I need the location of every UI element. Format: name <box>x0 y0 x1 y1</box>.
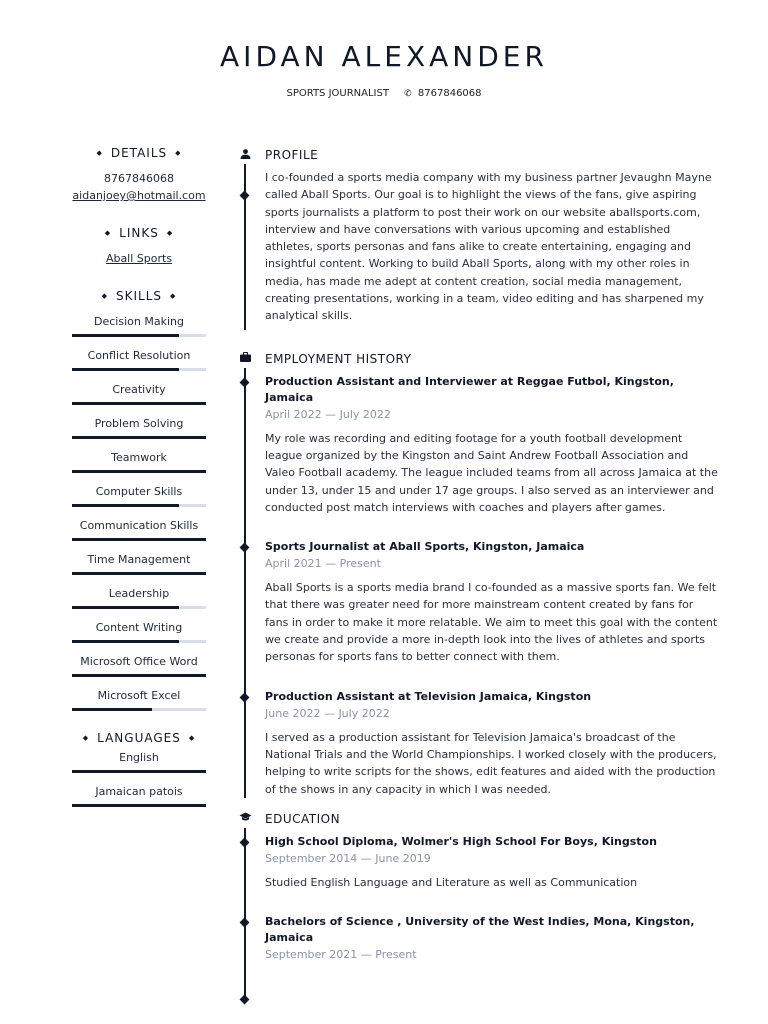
employment-entry-title: Production Assistant at Television Jamaica, Kingston <box>265 689 592 703</box>
diamond-icon: ◆ <box>101 292 108 300</box>
right-column <box>238 146 718 1000</box>
diamond-icon: ◆ <box>188 734 196 742</box>
skill-item <box>72 653 206 677</box>
skill-name: Content Writing <box>95 621 183 634</box>
diamond-icon: ◆ <box>170 292 177 300</box>
skill-level-bar <box>72 640 206 643</box>
candidate-name: AIDAN ALEXANDER <box>220 40 548 73</box>
skill-level-fill <box>72 572 206 575</box>
timeline-diamond-icon <box>240 692 250 702</box>
skill-name: Microsoft Office Word <box>80 655 198 668</box>
diamond-icon: ◆ <box>175 149 182 157</box>
skill-name: Conflict Resolution <box>87 349 191 362</box>
skill-name: Problem Solving <box>94 417 184 430</box>
diamond-icon: ◆ <box>96 149 103 157</box>
diamond-icon: ◆ <box>104 229 112 237</box>
education-entry-date: September 2021 — Present <box>265 948 417 962</box>
skill-item <box>72 347 206 371</box>
employment-entry <box>265 374 718 516</box>
skill-level-fill <box>72 334 179 337</box>
skill-level-fill <box>72 402 206 405</box>
timeline-diamond-icon <box>240 837 250 847</box>
skill-name: Microsoft Excel <box>97 689 181 702</box>
skill-level-fill <box>72 640 179 643</box>
skill-level-fill <box>72 436 206 439</box>
links-heading: ◆ LINKS ◆ <box>104 226 174 240</box>
skill-level-fill <box>72 674 206 677</box>
skill-item <box>72 517 206 541</box>
employment-entry-description: My role was recording and editing footage for a youth football development league organized by the Kingston and Saint Andrew Football Association and Valeo Football academy. The league included teams from all across Jamaica at the under 13, under 15 and under 17 age groups. I also served as an interviewer and conducted post match interviews with coaches and players after games. <box>265 431 718 514</box>
education-entry-title: Bachelors of Science , University of the West Indies, Mona, Kingston, Jamaica <box>265 915 695 945</box>
skill-item <box>72 313 206 337</box>
employment-section-header <box>238 350 718 368</box>
employment-timeline <box>238 368 718 798</box>
education-timeline <box>238 828 718 1000</box>
skill-item <box>72 381 206 405</box>
skill-level-bar <box>72 470 206 473</box>
language-level-bar <box>72 770 206 773</box>
employment-entry-date: April 2022 — July 2022 <box>265 407 391 421</box>
skill-level-fill <box>72 538 206 541</box>
employment-entry <box>265 539 718 665</box>
skill-level-fill <box>72 708 152 711</box>
details-phone: 8767846068 <box>104 172 174 185</box>
employment-entry-title: Sports Journalist at Aball Sports, Kingston, Jamaica <box>265 540 585 554</box>
languages-list <box>72 749 206 807</box>
skill-item <box>72 415 206 439</box>
timeline-diamond-icon <box>240 995 250 1005</box>
skill-level-bar <box>72 606 206 609</box>
skill-name: Communication Skills <box>79 519 199 532</box>
employment-heading: EMPLOYMENT HISTORY <box>265 351 412 366</box>
skill-level-bar <box>72 436 206 439</box>
language-item <box>72 749 206 773</box>
timeline-diamond-icon <box>240 543 250 553</box>
skill-level-bar <box>72 368 206 371</box>
language-level-fill <box>72 770 206 773</box>
employment-entry-title: Production Assistant and Interviewer at Reggae Futbol, Kingston, Jamaica <box>265 374 674 404</box>
skill-item <box>72 619 206 643</box>
skills-heading: ◆ SKILLS ◆ <box>101 289 177 303</box>
education-entry <box>265 834 718 891</box>
language-item <box>72 783 206 807</box>
person-icon <box>238 149 252 162</box>
language-level-bar <box>72 804 206 807</box>
timeline-diamond-icon <box>240 191 250 201</box>
skill-name: Teamwork <box>111 451 167 464</box>
skill-name: Time Management <box>87 553 191 566</box>
skill-level-bar <box>72 504 206 507</box>
employment-entry-description: Aball Sports is a sports media brand I co-founded as a massive sports fan. We felt that there was greater need for more mainstream content created by fans for fans in order to make it more relatable. We aim to meet this goal with the content we create and provide a more in-depth look into the lives of athletes and sports personas for sports fans to better connect with them. <box>265 581 718 664</box>
skill-level-fill <box>72 368 179 371</box>
link-aball-sports[interactable]: Aball Sports <box>105 252 173 265</box>
left-column <box>72 146 206 817</box>
skill-name: Leadership <box>108 587 170 600</box>
employment-entry-description: I served as a production assistant for Television Jamaica's broadcast of the National Trials and the World Championships. I worked closely with the producers, helping to write scripts for the shows, edit features and aided with the production of the shows in any capacity in which I was needed. <box>265 730 717 796</box>
skill-item <box>72 483 206 507</box>
timeline-diamond-icon <box>240 918 250 928</box>
skill-level-bar <box>72 572 206 575</box>
employment-entry-date: June 2022 — July 2022 <box>265 706 390 720</box>
details-email-link[interactable]: aidanjoey@hotmail.com <box>72 189 206 202</box>
diamond-icon: ◆ <box>166 229 174 237</box>
skill-item <box>72 687 206 711</box>
employment-entry <box>265 689 718 798</box>
profile-text: I co-founded a sports media company with my business partner Jevaughn Mayne called Aball Sports. Our goal is to highlight the views of the fans, give aspiring sports journalists a platform to post their work on our website aballsports.com, interview and have conversations with various upcoming and established athletes, sports personas and fans alike to create entertaining, engaging and insightful content. Working to build Aball Sports, along with my other roles in media, has made me adept at content creation, social media management, creating presentations, working in a team, video editing and has sharpened my analytical skills. <box>265 171 712 323</box>
skill-item <box>72 449 206 473</box>
skill-item <box>72 585 206 609</box>
timeline-diamond-icon <box>240 377 250 387</box>
skill-level-bar <box>72 334 206 337</box>
skill-level-fill <box>72 606 179 609</box>
skill-level-fill <box>72 470 206 473</box>
skill-name: Computer Skills <box>95 485 183 498</box>
header-subtitle <box>0 88 768 99</box>
education-entry-description: Studied English Language and Literature as well as Communication <box>265 875 638 889</box>
skill-item <box>72 551 206 575</box>
skill-level-bar <box>72 674 206 677</box>
education-entry-title: High School Diploma, Wolmer's High School For Boys, Kingston <box>265 834 657 848</box>
details-heading: ◆ DETAILS ◆ <box>96 146 182 160</box>
profile-section-header <box>238 146 718 164</box>
language-level-fill <box>72 804 206 807</box>
briefcase-icon <box>238 352 252 365</box>
language-name: English <box>119 751 159 764</box>
skill-name: Decision Making <box>94 315 184 328</box>
education-section-header <box>238 810 718 828</box>
phone-icon: ✆ <box>404 89 412 99</box>
profile-heading: PROFILE <box>265 148 319 162</box>
skills-list <box>72 313 206 711</box>
education-entry <box>265 914 718 963</box>
diamond-icon: ◆ <box>82 734 90 742</box>
skill-level-bar <box>72 538 206 541</box>
skill-name: Creativity <box>112 383 166 396</box>
education-heading: EDUCATION <box>265 811 341 826</box>
profile-timeline <box>238 164 718 330</box>
employment-entry-date: April 2021 — Present <box>265 557 381 571</box>
skill-level-bar <box>72 708 206 711</box>
graduation-cap-icon <box>238 812 252 825</box>
languages-heading: ◆ LANGUAGES ◆ <box>82 731 196 745</box>
skill-level-bar <box>72 402 206 405</box>
skill-level-fill <box>72 504 179 507</box>
header-phone: 8767846068 <box>417 88 482 99</box>
education-entry-date: September 2014 — June 2019 <box>265 851 431 865</box>
language-name: Jamaican patois <box>95 785 183 798</box>
job-title: SPORTS JOURNALIST <box>286 88 389 99</box>
